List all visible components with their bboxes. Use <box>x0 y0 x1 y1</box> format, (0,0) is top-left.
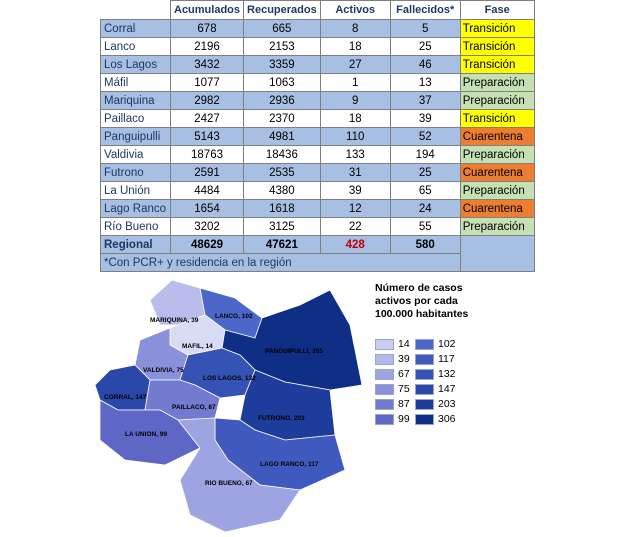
acumulados-cell: 1654 <box>171 200 244 218</box>
recuperados-cell: 665 <box>244 20 321 38</box>
header-acumulados: Acumulados <box>171 1 244 20</box>
recuperados-cell: 4380 <box>244 182 321 200</box>
total-acumulados: 48629 <box>171 236 244 254</box>
table-row <box>101 38 535 56</box>
fallecidos-cell: 13 <box>390 74 460 92</box>
fase-cell: Cuarentena <box>460 164 534 182</box>
legend-item <box>375 368 410 380</box>
acumulados-cell: 3432 <box>171 56 244 74</box>
acumulados-cell: 678 <box>171 20 244 38</box>
table-row <box>101 110 535 128</box>
activos-cell: 9 <box>320 92 390 110</box>
fase-cell: Preparación <box>460 74 534 92</box>
acumulados-cell: 18763 <box>171 146 244 164</box>
legend-swatch <box>375 399 394 410</box>
recuperados-cell: 3359 <box>244 56 321 74</box>
fallecidos-cell: 39 <box>390 110 460 128</box>
fase-cell: Transición <box>460 56 534 74</box>
fase-cell: Cuarentena <box>460 200 534 218</box>
table-row <box>101 164 535 182</box>
comuna-cell: Los Lagos <box>101 56 171 74</box>
acumulados-cell: 4484 <box>171 182 244 200</box>
covid-table <box>100 0 535 272</box>
legend-value: 39 <box>398 353 410 365</box>
activos-cell: 133 <box>320 146 390 164</box>
legend-value: 147 <box>438 383 456 395</box>
fallecidos-cell: 24 <box>390 200 460 218</box>
recuperados-cell: 1618 <box>244 200 321 218</box>
legend-swatch <box>415 339 434 350</box>
legend-value: 102 <box>438 338 456 350</box>
legend-value: 306 <box>438 413 456 425</box>
acumulados-cell: 1077 <box>171 74 244 92</box>
header-fase: Fase <box>460 1 534 20</box>
legend-item <box>375 338 410 350</box>
legend-swatch <box>375 414 394 425</box>
activos-cell: 31 <box>320 164 390 182</box>
legend-item <box>415 353 455 365</box>
fallecidos-cell: 65 <box>390 182 460 200</box>
legend-item <box>375 398 410 410</box>
acumulados-cell: 2982 <box>171 92 244 110</box>
comuna-cell: Lanco <box>101 38 171 56</box>
table-row <box>101 146 535 164</box>
acumulados-cell: 5143 <box>171 128 244 146</box>
fallecidos-cell: 194 <box>390 146 460 164</box>
activos-cell: 110 <box>320 128 390 146</box>
comuna-cell: Río Bueno <box>101 218 171 236</box>
legend-swatch <box>375 369 394 380</box>
legend-swatch <box>415 414 434 425</box>
legend-item <box>415 413 456 425</box>
comuna-cell: Lago Ranco <box>101 200 171 218</box>
table-row <box>101 218 535 236</box>
fallecidos-cell: 52 <box>390 128 460 146</box>
region-label: FUTRONO, 203 <box>258 415 305 422</box>
legend-value: 87 <box>398 398 410 410</box>
total-fallecidos: 580 <box>390 236 460 254</box>
fase-cell: Transición <box>460 38 534 56</box>
region-label: PANGUIPULLI, 355 <box>265 348 324 355</box>
fallecidos-cell: 55 <box>390 218 460 236</box>
legend-value: 132 <box>438 368 456 380</box>
table-row <box>101 74 535 92</box>
region-label: VALDIVIA, 75 <box>143 367 184 374</box>
recuperados-cell: 2153 <box>244 38 321 56</box>
comuna-cell: Corral <box>101 20 171 38</box>
fase-cell: Preparación <box>460 182 534 200</box>
region-label: PAILLACO, 87 <box>172 404 216 411</box>
region-label: LANCO, 102 <box>215 313 253 320</box>
fase-cell: Preparación <box>460 92 534 110</box>
comuna-cell: Mariquina <box>101 92 171 110</box>
legend-value: 117 <box>438 353 455 365</box>
total-row <box>101 236 535 254</box>
fallecidos-cell: 5 <box>390 20 460 38</box>
fallecidos-cell: 25 <box>390 164 460 182</box>
fase-cell: Preparación <box>460 146 534 164</box>
recuperados-cell: 18436 <box>244 146 321 164</box>
header-fallecidos: Fallecidos* <box>390 1 460 20</box>
activos-cell: 1 <box>320 74 390 92</box>
header-recuperados: Recuperados <box>244 1 321 20</box>
comuna-cell: Panguipulli <box>101 128 171 146</box>
fase-cell: Cuarentena <box>460 128 534 146</box>
region-map <box>0 270 375 537</box>
legend-swatch <box>415 369 434 380</box>
total-recuperados: 47621 <box>244 236 321 254</box>
legend-swatch <box>415 399 434 410</box>
comuna-cell: Paillaco <box>101 110 171 128</box>
legend-item <box>415 338 456 350</box>
acumulados-cell: 3202 <box>171 218 244 236</box>
table-row <box>101 200 535 218</box>
fallecidos-cell: 25 <box>390 38 460 56</box>
recuperados-cell: 2370 <box>244 110 321 128</box>
fase-cell: Transición <box>460 110 534 128</box>
legend-swatch <box>375 339 394 350</box>
fallecidos-cell: 46 <box>390 56 460 74</box>
legend-title: Número de casos activos por cada 100.000 habitantes <box>375 282 469 320</box>
comuna-cell: Máfil <box>101 74 171 92</box>
fase-cell: Preparación <box>460 218 534 236</box>
table-row <box>101 92 535 110</box>
acumulados-cell: 2196 <box>171 38 244 56</box>
activos-cell: 12 <box>320 200 390 218</box>
legend-item <box>415 368 456 380</box>
region-label: MAFIL, 14 <box>182 343 213 350</box>
comuna-cell: Valdivia <box>101 146 171 164</box>
comuna-cell: Futrono <box>101 164 171 182</box>
total-activos: 428 <box>320 236 390 254</box>
comuna-cell: La Unión <box>101 182 171 200</box>
legend-swatch <box>415 384 434 395</box>
legend-value: 203 <box>438 398 456 410</box>
region-label: LAGO RANCO, 117 <box>260 461 319 468</box>
acumulados-cell: 2591 <box>171 164 244 182</box>
table-header-row <box>101 1 535 20</box>
activos-cell: 39 <box>320 182 390 200</box>
table-row <box>101 56 535 74</box>
legend-item <box>415 383 456 395</box>
fallecidos-cell: 37 <box>390 92 460 110</box>
recuperados-cell: 2936 <box>244 92 321 110</box>
recuperados-cell: 1063 <box>244 74 321 92</box>
legend-swatch <box>375 354 394 365</box>
activos-cell: 18 <box>320 38 390 56</box>
region-label: RIO BUENO, 67 <box>205 480 253 487</box>
acumulados-cell: 2427 <box>171 110 244 128</box>
footnote: *Con PCR+ y residencia en la región <box>101 254 461 272</box>
fase-cell: Transición <box>460 20 534 38</box>
region-label: LA UNION, 99 <box>125 431 168 438</box>
activos-cell: 18 <box>320 110 390 128</box>
table-row <box>101 182 535 200</box>
header-activos: Activos <box>320 1 390 20</box>
legend-item <box>375 383 410 395</box>
legend-item <box>375 353 410 365</box>
legend-value: 99 <box>398 413 410 425</box>
table-row <box>101 20 535 38</box>
total-label: Regional <box>101 236 171 254</box>
legend-swatch <box>415 354 434 365</box>
legend-value: 14 <box>398 338 410 350</box>
table-row <box>101 128 535 146</box>
activos-cell: 27 <box>320 56 390 74</box>
region-label: LOS LAGOS, 132 <box>203 375 256 382</box>
legend-swatch <box>375 384 394 395</box>
activos-cell: 22 <box>320 218 390 236</box>
legend-item <box>375 413 410 425</box>
activos-cell: 8 <box>320 20 390 38</box>
legend-value: 67 <box>398 368 410 380</box>
legend-value: 75 <box>398 383 410 395</box>
header-comuna <box>101 1 171 20</box>
recuperados-cell: 3125 <box>244 218 321 236</box>
recuperados-cell: 4981 <box>244 128 321 146</box>
recuperados-cell: 2535 <box>244 164 321 182</box>
region-label: CORRAL, 147 <box>104 394 147 401</box>
legend-item <box>415 398 456 410</box>
total-blank <box>460 236 534 272</box>
region-label: MARIQUINA, 39 <box>150 317 199 324</box>
